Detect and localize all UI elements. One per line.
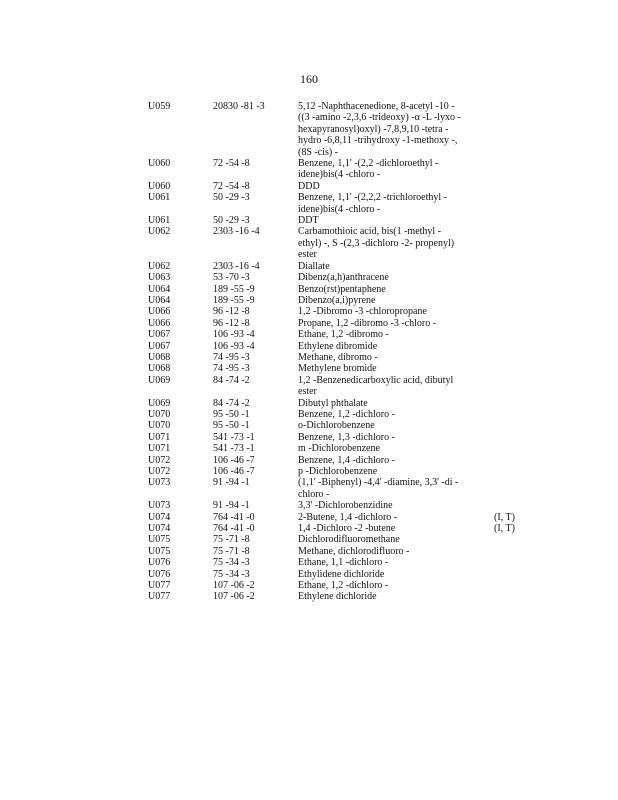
table-row [148,295,528,306]
table-row [148,181,528,192]
table-row [148,215,528,226]
cas-number: 764 -41 -0 [213,511,255,523]
substance-name: 1,4 -Dichloro -2 -butene [298,523,396,535]
waste-code: U064 [148,294,171,306]
hazard-code: (I, T) [494,523,515,535]
substance-name: Ethylidene dichloride [298,568,385,580]
substance-name: 5,12 -Naphthacenedione, 8-acetyl -10 - ((3 -amino -2,3,6 -trideoxy) -α -L -lyxo - hexapyranosyl)oxyl) -7,8,9,10 -tetra - hydro -6,8,11 -trihydroxy -1-methoxy -, (8S -cis) - [298,101,461,158]
table-row [148,409,528,420]
cas-number: 189 -55 -9 [213,283,255,295]
cas-number: 2303 -16 -4 [213,226,260,238]
waste-code: U074 [148,511,171,523]
substance-name: 1,2 -Benzenedicarboxylic acid, dibutyl ester [298,374,454,398]
waste-code: U067 [148,329,171,341]
cas-number: 53 -70 -3 [213,272,250,284]
substance-name: Ethane, 1,2 -dichloro - [298,580,389,592]
substance-name: Methylene bromide [298,363,377,375]
waste-code: U062 [148,226,171,238]
cas-number: 96 -12 -8 [213,317,250,329]
table-row [148,158,528,181]
cas-number: 2303 -16 -4 [213,260,260,272]
substance-name: Methane, dichlorodifluoro - [298,545,410,557]
waste-code: U075 [148,534,171,546]
table-row [148,420,528,431]
substance-name: o-Dichlorobenzene [298,420,375,432]
cas-number: 541 -73 -1 [213,431,255,443]
substance-name: 2-Butene, 1,4 -dichloro - [298,511,398,523]
waste-code: U074 [148,523,171,535]
page-number: 160 [300,72,318,86]
waste-code: U077 [148,580,171,592]
substance-name: DDD [298,180,320,192]
waste-code: U066 [148,317,171,329]
waste-code: U060 [148,158,171,170]
table-row [148,261,528,272]
substance-name: Benzene, 1,3 -dichloro - [298,431,395,443]
table-row [148,192,528,215]
waste-code: U072 [148,454,171,466]
substance-name: Ethane, 1,2 -dibromo - [298,329,389,341]
substance-name: Benzo(rst)pentaphene [298,283,386,295]
table-row [148,329,528,340]
waste-code: U073 [148,477,171,489]
cas-number: 95 -50 -1 [213,420,250,432]
substance-name: 3,3' -Dichlorobenzidine [298,500,393,512]
waste-code: U069 [148,374,171,386]
table-row [148,272,528,283]
table-row [148,363,528,374]
table-row [148,591,528,602]
waste-code: U066 [148,306,171,318]
substance-name: Benzene, 1,1' -(2,2,2 -trichloroethyl - idene)bis(4 -chloro - [298,192,447,215]
substance-name: Ethylene dibromide [298,340,378,352]
substance-name: Dibenz(a,h)anthracene [298,272,389,284]
waste-code: U061 [148,192,171,204]
table-row [148,226,528,260]
substance-name: Diallate [298,260,330,272]
substance-name: DDT [298,215,319,227]
cas-number: 91 -94 -1 [213,477,250,489]
substance-name: Dichlorodifluoromethane [298,534,400,546]
cas-number: 74 -95 -3 [213,351,250,363]
waste-code: U060 [148,180,171,192]
substance-name: (1,1' -Biphenyl) -4,4' -diamine, 3,3' -di - chloro - [298,477,459,500]
table-row [148,352,528,363]
cas-number: 84 -74 -2 [213,397,250,409]
cas-number: 50 -29 -3 [213,192,250,204]
cas-number: 75 -71 -8 [213,534,250,546]
waste-code: U061 [148,215,171,227]
table-row [148,523,528,534]
substance-name: Benzene, 1,4 -dichloro - [298,454,395,466]
table-row [148,432,528,443]
substance-name: m -Dichlorobenzene [298,443,380,455]
table-row [148,284,528,295]
table-row [148,375,528,398]
cas-number: 95 -50 -1 [213,408,250,420]
table-row [148,477,528,500]
hazardous-waste-table [148,101,528,603]
table-row [148,466,528,477]
waste-code: U071 [148,431,171,443]
waste-code: U076 [148,568,171,580]
cas-number: 20830 -81 -3 [213,101,265,112]
waste-code: U068 [148,351,171,363]
substance-name: Carbamothioic acid, bis(1 -methyl - ethyl) -, S -(2,3 -dichloro -2- propenyl) ester [298,226,455,261]
substance-name: Ethylene dichloride [298,591,377,603]
cas-number: 50 -29 -3 [213,215,250,227]
table-row [148,546,528,557]
waste-code: U076 [148,557,171,569]
substance-name: Methane, dibromo - [298,351,378,363]
substance-name: Benzene, 1,2 -dichloro - [298,408,395,420]
waste-code: U072 [148,466,171,477]
table-row [148,500,528,511]
waste-code: U075 [148,545,171,557]
table-row [148,101,528,158]
table-row [148,318,528,329]
cas-number: 91 -94 -1 [213,500,250,512]
table-row [148,580,528,591]
waste-code: U077 [148,591,171,603]
substance-name: Dibutyl phthalate [298,397,368,409]
waste-code: U073 [148,500,171,512]
cas-number: 107 -06 -2 [213,591,255,603]
cas-number: 74 -95 -3 [213,363,250,375]
cas-number: 107 -06 -2 [213,580,255,592]
substance-name: p -Dichlorobenzene [298,466,378,477]
hazard-code: (I, T) [494,511,515,523]
waste-code: U067 [148,340,171,352]
waste-code: U059 [148,101,171,112]
cas-number: 75 -71 -8 [213,545,250,557]
cas-number: 96 -12 -8 [213,306,250,318]
waste-code: U068 [148,363,171,375]
waste-code: U064 [148,283,171,295]
substance-name: Dibenzo(a,i)pyrene [298,294,376,306]
table-row [148,534,528,545]
table-row [148,557,528,568]
cas-number: 75 -34 -3 [213,568,250,580]
waste-code: U071 [148,443,171,455]
cas-number: 189 -55 -9 [213,294,255,306]
table-row [148,569,528,580]
cas-number: 106 -46 -7 [213,454,255,466]
table-row [148,512,528,523]
table-row [148,398,528,409]
table-row [148,455,528,466]
table-row [148,341,528,352]
cas-number: 106 -46 -7 [213,466,255,477]
waste-code: U070 [148,408,171,420]
waste-code: U063 [148,272,171,284]
waste-code: U062 [148,260,171,272]
substance-name: Ethane, 1,1 -dichloro - [298,557,389,569]
cas-number: 75 -34 -3 [213,557,250,569]
cas-number: 541 -73 -1 [213,443,255,455]
cas-number: 72 -54 -8 [213,158,250,170]
cas-number: 106 -93 -4 [213,329,255,341]
cas-number: 106 -93 -4 [213,340,255,352]
substance-name: 1,2 -Dibromo -3 -chloropropane [298,306,427,318]
substance-name: Propane, 1,2 -dibromo -3 -chloro - [298,317,437,329]
cas-number: 84 -74 -2 [213,374,250,386]
substance-name: Benzene, 1,1' -(2,2 -dichloroethyl - idene)bis(4 -chloro - [298,158,439,181]
cas-number: 764 -41 -0 [213,523,255,535]
waste-code: U069 [148,397,171,409]
cas-number: 72 -54 -8 [213,180,250,192]
table-row [148,306,528,317]
table-row [148,443,528,454]
waste-code: U070 [148,420,171,432]
